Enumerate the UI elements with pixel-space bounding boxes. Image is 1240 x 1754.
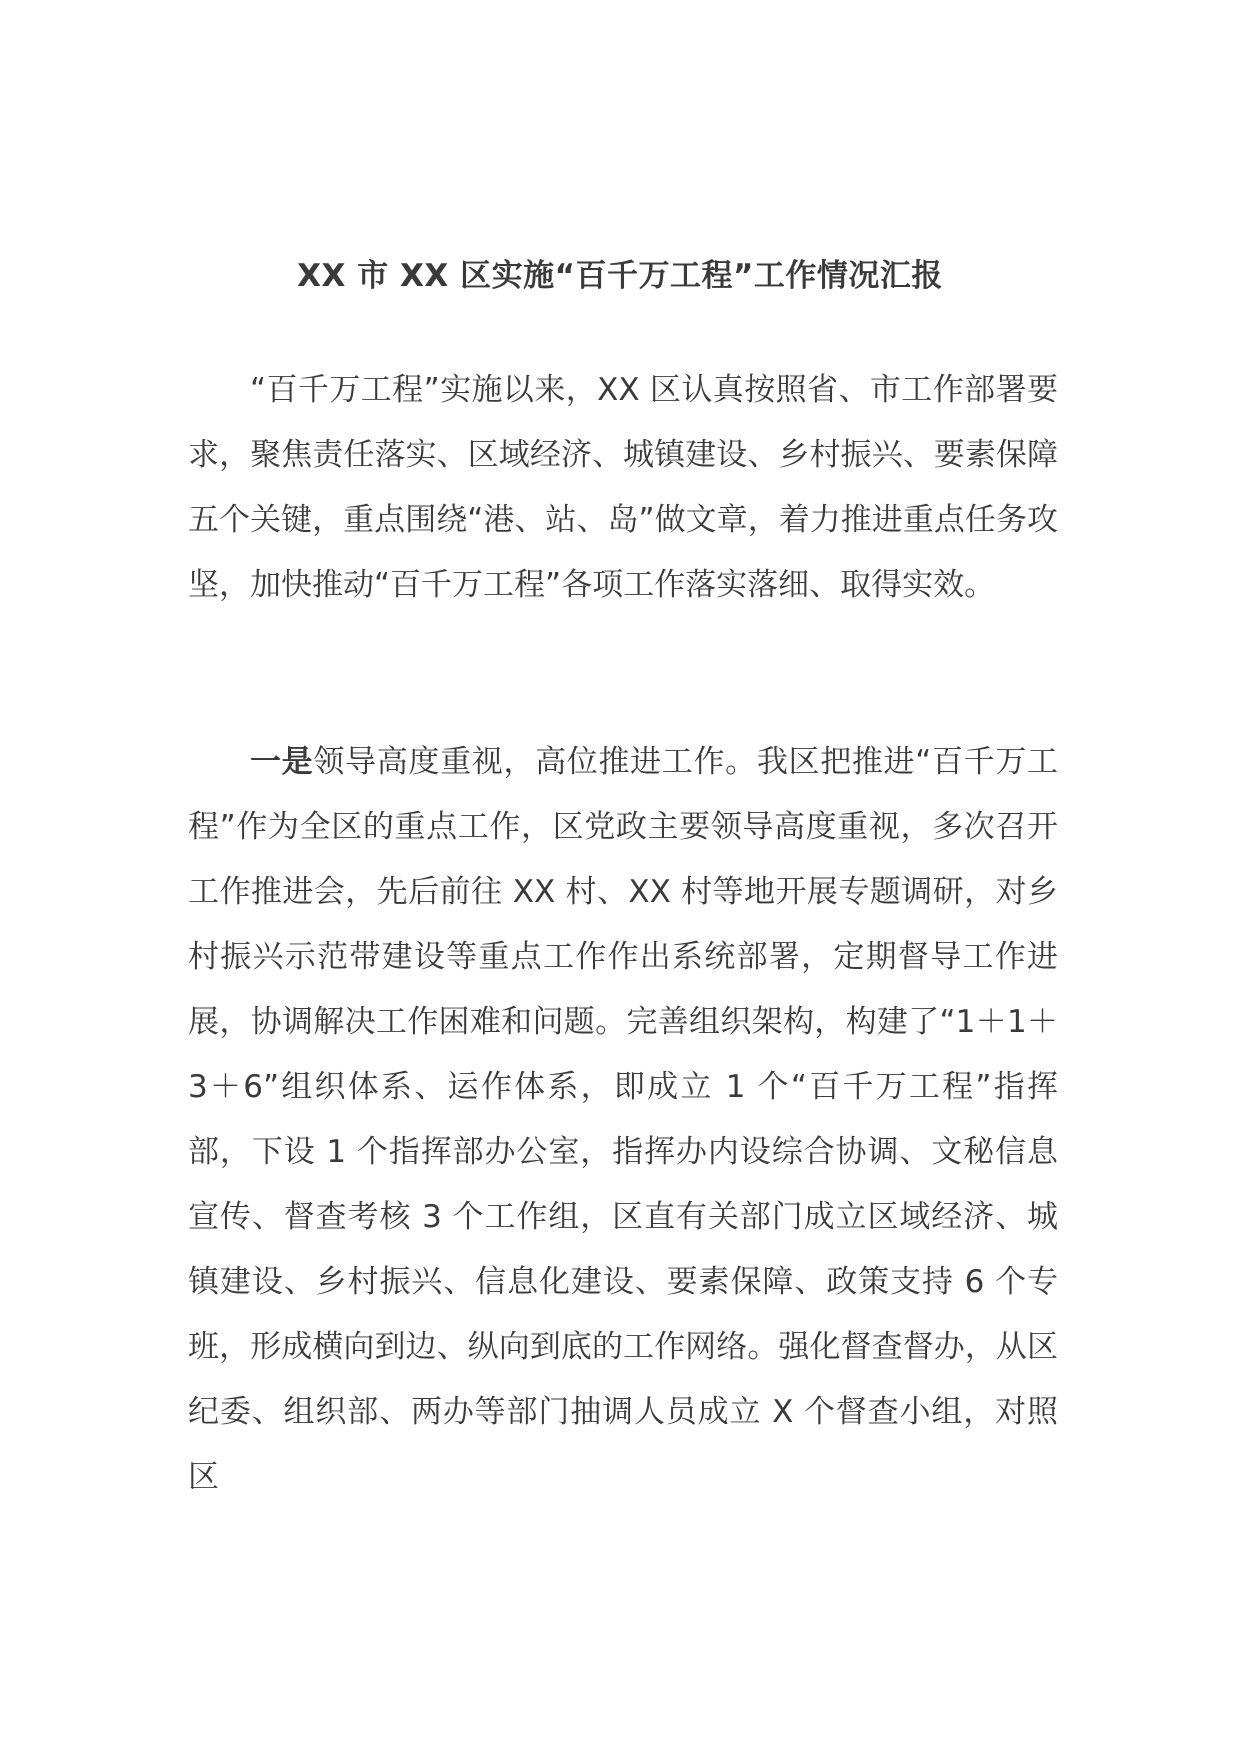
- paragraph-text: “百千万工程”实施以来，XX 区认真按照省、市工作部署要求，聚焦责任落实、区域经济、城镇建设、乡村振兴、要素保障五个关键，重点围绕“港、站、岛”做文章，着力推进重点任务攻坚，加快推动“百千万工程”各项工作落实落细、取得实效。: [188, 372, 1058, 603]
- paragraph-lead: 一是: [250, 744, 314, 780]
- intro-paragraph: [188, 358, 1058, 618]
- document-title: XX 市 XX 区实施“百千万工程”工作情况汇报: [297, 258, 943, 294]
- paragraph-text: 领导高度重视，高位推进工作。我区把推进“百千万工程”作为全区的重点工作，区党政主要领导高度重视，多次召开工作推进会，先后前往 XX 村、XX 村等地开展专题调研，对乡村振兴示范带建设等重点工作作出系统部署，定期督导工作进展，协调解决工作困难和问题。完善组织架构，构建了“1＋1＋3＋6”组织体系、运作体系，即成立 1 个“百千万工程”指挥部，下设 1 个指挥部办公室，指挥办内设综合协调、文秘信息宣传、督查考核 3 个工作组，区直有关部门成立区域经济、城镇建设、乡村振兴、信息化建设、要素保障、政策支持 6 个专班，形成横向到边、纵向到底的工作网络。强化督查督办，从区纪委、组织部、两办等部门抽调人员成立 X 个督查小组，对照区: [188, 744, 1058, 1495]
- point-one-paragraph: [188, 730, 1058, 1510]
